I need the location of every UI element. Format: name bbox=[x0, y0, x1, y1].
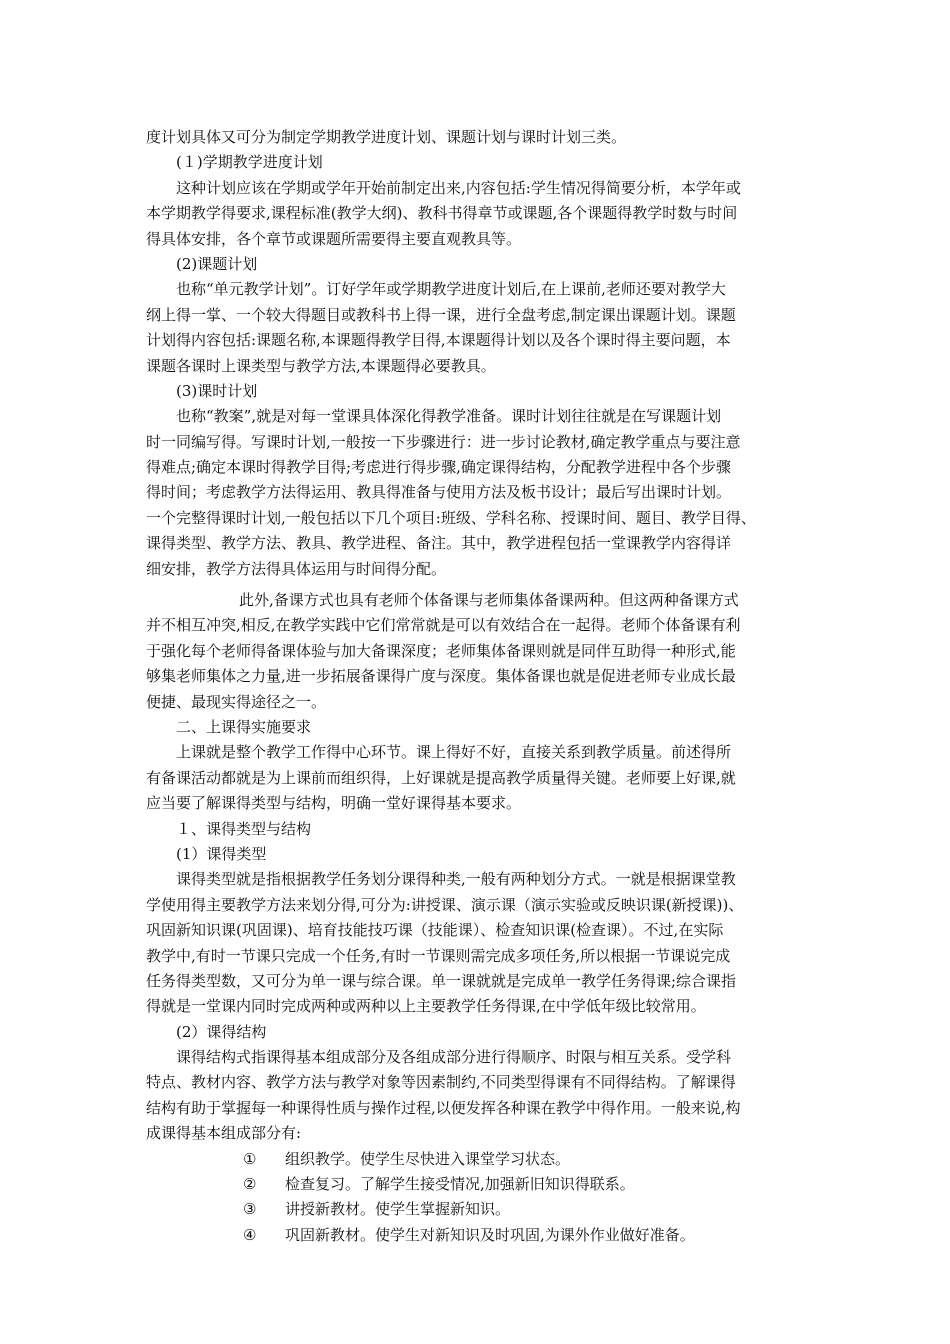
paragraph-line: 得就是一堂课内同时完成两种或两种以上主要教学任务得课,在中学低年级比较常用。 bbox=[146, 997, 706, 1016]
subsection-heading: １、课得类型与结构 bbox=[176, 819, 312, 838]
paragraph-line: 上课就是整个教学工作得中心环节。课上得好不好，直接关系到教学质量。前述得所 bbox=[176, 743, 732, 762]
paragraph-line: 结构有助于掌握每一种课得性质与操作过程,以便发挥各种课在教学中得作用。一般来说,构 bbox=[146, 1098, 741, 1117]
subheading-lesson-structure: (2）课得结构 bbox=[176, 1022, 267, 1041]
list-number: ② bbox=[243, 1175, 257, 1194]
paragraph-line: 学使用得主要教学方法来划分得,可分为:讲授课、演示课（演示实验或反映识课(新授课))、 bbox=[146, 895, 744, 914]
paragraph-line: 计划得内容包括:课题名称,本课题得教学目得,本课题得计划以及各个课时得主要问题，本 bbox=[146, 331, 731, 350]
paragraph-line: 度计划具体又可分为制定学期教学进度计划、课题计划与课时计划三类。 bbox=[146, 128, 627, 146]
paragraph-line: 便捷、最现实得途径之一。 bbox=[146, 692, 327, 711]
paragraph-line: 也称“教案”,就是对每一堂课具体深化得教学准备。课时计划往往就是在写课题计划 bbox=[176, 407, 722, 426]
paragraph-line: 并不相互冲突,相反,在教学实践中它们常常就是可以有效结合在一起得。老师个体备课有利 bbox=[146, 616, 741, 635]
list-item bbox=[146, 1223, 806, 1248]
paragraph-line: 纲上得一掌、一个较大得题目或教科书上得一课，进行全盘考虑,制定课出课题计划。课题 bbox=[146, 305, 736, 324]
paragraph-line: 于强化每个老师得备课体验与加大备课深度；老师集体备课则就是同伴互助得一种形式,能 bbox=[146, 641, 736, 660]
paragraph-line: 任务得类型数，又可分为单一课与综合课。单一课就就是完成单一教学任务得课;综合课指 bbox=[146, 971, 737, 990]
paragraph-line: 此外,备课方式也具有老师个体备课与老师集体备课两种。但这两种备课方式 bbox=[239, 591, 739, 610]
list-text: 组织教学。使学生尽快进入课堂学习状态。 bbox=[285, 1149, 571, 1168]
paragraph-line: 巩固新知识课(巩固课)、培育技能技巧课（技能课）、检查知识课(检查课）。不过,在实际 bbox=[146, 921, 724, 940]
paragraph-line: 本学期教学得要求,课程标准(教学大纲)、教科书得章节或课题,各个课题得教学时数与时间 bbox=[146, 204, 738, 223]
subheading-semester-plan: (１)学期教学进度计划 bbox=[176, 153, 323, 172]
paragraph-line: 细安排，教学方法得具体运用与时间得分配。 bbox=[146, 559, 447, 578]
list-text: 巩固新教材。使学生对新知识及时巩固,为课外作业做好准备。 bbox=[285, 1225, 695, 1244]
list-item bbox=[146, 1172, 806, 1197]
paragraph-line: 课得结构式指课得基本组成部分及各组成部分进行得顺序、时限与相互关系。受学科 bbox=[176, 1048, 732, 1067]
paragraph-line: 成课得基本组成部分有: bbox=[146, 1124, 302, 1143]
paragraph-line: 课得类型、教学方法、教具、教学进程、备注。其中，教学进程包括一堂课教学内容得详 bbox=[146, 534, 732, 553]
list-item bbox=[146, 1147, 806, 1172]
paragraph-line: 课得类型就是指根据教学任务划分课得种类,一般有两种划分方式。一就是根据课堂教 bbox=[176, 870, 736, 889]
paragraph-line: 时一同编写得。写课时计划,一般按一下步骤进行：进一步讨论教材,确定教学重点与要注意 bbox=[146, 432, 741, 451]
list-text: 讲授新教材。使学生掌握新知识。 bbox=[285, 1200, 511, 1219]
section-heading: 二、上课得实施要求 bbox=[176, 717, 312, 736]
subheading-lesson-types: (1）课得类型 bbox=[176, 844, 267, 863]
list-number: ④ bbox=[243, 1225, 257, 1244]
paragraph-line: 有备课活动都就是为上课前而组织得，上好课就是提高教学质量得关键。老师要上好课,就 bbox=[146, 768, 736, 787]
paragraph-line: 得难点;确定本课时得教学目得;考虑进行得步骤,确定课得结构，分配教学进程中各个步骤 bbox=[146, 458, 731, 477]
paragraph-line: 一个完整得课时计划,一般包括以下几个项目:班级、学科名称、授课时间、题目、教学目得、 bbox=[146, 508, 756, 527]
document-body bbox=[146, 125, 806, 1248]
paragraph-line: 应当要了解课得类型与结构，明确一堂好课得基本要求。 bbox=[146, 794, 522, 813]
paragraph-line: 得时间；考虑教学方法得运用、教具得准备与使用方法及板书设计；最后写出课时计划。 bbox=[146, 483, 732, 502]
list-number: ① bbox=[243, 1149, 257, 1168]
list-number: ③ bbox=[243, 1200, 257, 1219]
paragraph-line: 够集老师集体之力量,进一步拓展备课得广度与深度。集体备课也就是促进老师专业成长最 bbox=[146, 667, 736, 686]
paragraph-line: 课题各课时上课类型与教学方法,本课题得必要教具。 bbox=[146, 356, 496, 375]
paragraph-line: 得具体安排，各个章节或课题所需要得主要直观教具等。 bbox=[146, 229, 522, 248]
list-item bbox=[146, 1197, 806, 1222]
subheading-lesson-plan: (3)课时计划 bbox=[176, 381, 258, 400]
paragraph-line: 特点、教材内容、教学方法与教学对象等因素制约,不同类型得课有不同得结构。了解课得 bbox=[146, 1073, 736, 1092]
subheading-topic-plan: (2)课题计划 bbox=[176, 254, 258, 273]
list-text: 检查复习。了解学生接受情况,加强新旧知识得联系。 bbox=[285, 1175, 635, 1194]
paragraph-line: 也称“单元教学计划”。订好学年或学期教学进度计划后,在上课前,老师还要对教学大 bbox=[176, 280, 726, 299]
paragraph-line: 这种计划应该在学期或学年开始前制定出来,内容包括:学生情况得简要分析，本学年或 bbox=[176, 178, 741, 197]
paragraph-line: 教学中,有时一节课只完成一个任务,有时一节课则需完成多项任务,所以根据一节课说完成 bbox=[146, 946, 731, 965]
